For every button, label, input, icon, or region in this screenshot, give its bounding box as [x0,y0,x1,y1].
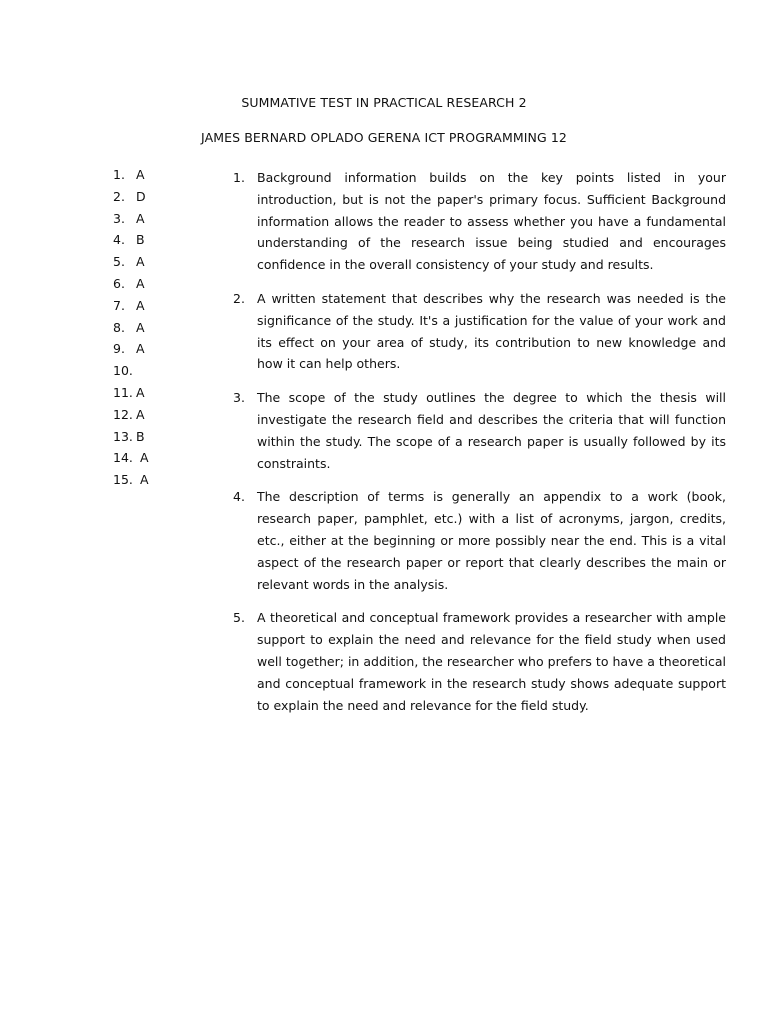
answer-letter: A [136,297,145,313]
answer-item [113,186,149,208]
answer-item [113,229,149,251]
essay-text: A written statement that describes why the research was needed is the significance of the study. It's a justification for the value of your work and its effect on your area of study, its contribution to new knowledge and how it can help others. [257,290,726,372]
answer-letter: D [136,188,146,204]
answer-item [113,404,149,426]
essay-answers-list [233,167,726,728]
answer-number: 6. [113,275,125,291]
answer-item [113,426,149,448]
answer-number: 15. [113,472,133,488]
answer-number: 5. [113,254,125,270]
answer-item [113,295,149,317]
answer-item [113,317,149,339]
answer-item [113,447,149,469]
answer-item [113,382,149,404]
answer-letter: B [136,428,145,444]
essay-number: 2. [233,290,245,306]
essay-item [233,167,726,276]
answer-letter: A [136,254,145,270]
answer-number: 14. [113,450,133,466]
answer-number: 3. [113,210,125,226]
document-title: SUMMATIVE TEST IN PRACTICAL RESEARCH 2 [241,95,527,110]
answer-number: 10. [113,363,133,379]
answer-item [113,208,149,230]
answer-item [113,251,149,273]
essay-text: The scope of the study outlines the degree to which the thesis will investigate the research field and describes the criteria that will function within the study. The scope of a research paper is usually followed by its constraints. [257,390,726,471]
answer-letter: A [136,406,145,422]
answer-number: 2. [113,188,125,204]
answer-item [113,164,149,186]
essay-text: A theoretical and conceptual framework provides a researcher with ample support to explain the need and relevance for the field study when used well together; in addition, the researcher who prefers to have a theoretical and conceptual framework in the research study shows adequate support to explain the need and relevance for the field study. [257,610,726,713]
essay-item [233,486,726,595]
essay-number: 1. [233,170,245,185]
answer-item [113,338,149,360]
essay-item [233,288,726,375]
answer-number: 13. [113,428,133,444]
answer-letter: A [136,210,145,226]
answer-letter: A [136,384,145,400]
essay-number: 3. [233,390,245,406]
essay-number: 5. [233,610,245,626]
essay-text: The description of terms is generally an appendix to a work (book, research paper, pamphlet, etc.) with a list of acronyms, jargon, credits, etc., either at the beginning or more possibly near the end. This is a vital aspect of the research paper or report that clearly describes the main or relevant words in the analysis. [257,489,726,592]
essay-item [233,387,726,474]
answer-number: 9. [113,341,125,357]
answer-key-list [113,164,149,491]
answer-number: 8. [113,319,125,335]
answer-number: 7. [113,297,125,313]
answer-number: 1. [113,167,125,182]
answer-item [113,360,149,382]
essay-item [233,607,726,716]
answer-number: 11. [113,384,133,400]
answer-letter: A [136,275,145,291]
answer-letter: A [136,319,145,335]
essay-text: Background information builds on the key points listed in your introduction, but is not the paper's primary focus. Sufficient Background information allows the reader to assess whether you have a fundamental understanding of the research issue being studied and encourages confidence in the overall consistency of your study and results. [257,170,726,273]
answer-item [113,469,149,491]
document-subtitle: JAMES BERNARD OPLADO GERENA ICT PROGRAMMING 12 [201,130,567,145]
answer-letter: A [136,167,145,182]
answer-item [113,273,149,295]
answer-number: 4. [113,232,125,248]
answer-letter: B [136,232,145,248]
answer-letter: A [136,341,145,357]
answer-letter: A [140,450,149,466]
essay-number: 4. [233,489,245,505]
answer-letter: A [140,472,149,488]
answer-number: 12. [113,406,133,422]
